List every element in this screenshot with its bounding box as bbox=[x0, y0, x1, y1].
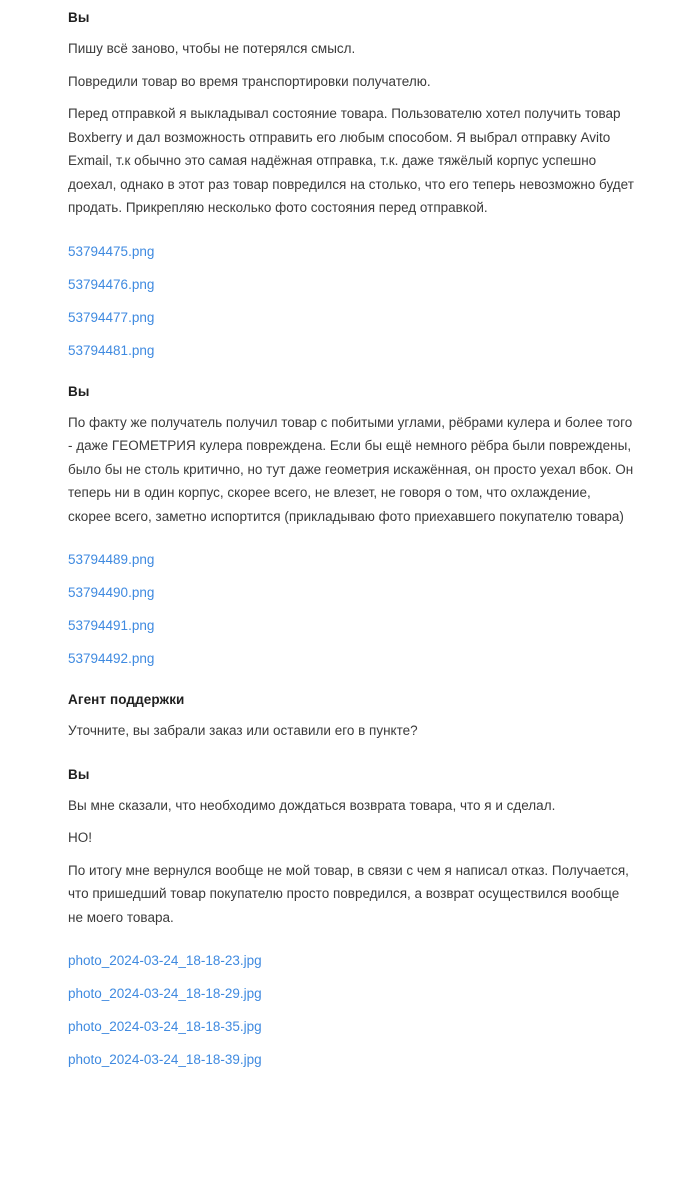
attachment-link[interactable]: 53794491.png bbox=[68, 618, 155, 633]
attachment-list bbox=[68, 951, 640, 1069]
message-paragraph: Повредили товар во время транспортировки получателю. bbox=[68, 73, 431, 89]
attachment-link[interactable]: 53794490.png bbox=[68, 585, 155, 600]
chat-message bbox=[68, 690, 640, 743]
attachment-link[interactable]: photo_2024-03-24_18-18-23.jpg bbox=[68, 953, 262, 968]
message-author: Агент поддержки bbox=[68, 692, 185, 707]
attachment-list bbox=[68, 242, 640, 360]
message-paragraph: Уточните, вы забрали заказ или оставили его в пункте? bbox=[68, 723, 418, 738]
attachment-link[interactable]: photo_2024-03-24_18-18-35.jpg bbox=[68, 1019, 262, 1034]
attachment-link[interactable]: 53794489.png bbox=[68, 552, 155, 567]
attachment-link[interactable]: photo_2024-03-24_18-18-29.jpg bbox=[68, 986, 262, 1001]
attachment-link[interactable]: 53794492.png bbox=[68, 651, 155, 666]
attachment-list bbox=[68, 550, 640, 668]
message-thread bbox=[68, 8, 640, 1069]
message-paragraph: По факту же получатель получил товар с побитыми углами, рёбрами кулера и более того - даже ГЕОМЕТРИЯ кулера повреждена. Если бы ещё немного рёбра были повреждены, было бы не столь критично, но тут даже геометрия искажённая, он просто уехал вбок. Он теперь ни в один корпус, скорее всего, не влезет, не говоря о том, что охлаждение, скорее всего, заметно испортится (прикладываю фото приехавшего покупателю товара) bbox=[68, 414, 634, 524]
message-paragraph: Перед отправкой я выкладывал состояние товара. Пользователю хотел получить товар Boxberry и дал возможность отправить его любым способом. Я выбрал отправку Avito Exmail, т.к обычно это самая надёжная отправка, т.к. даже тяжёлый корпус успешно доехал, однако в этот раз товар повредился на столько, что его теперь невозможно будет продать. Прикрепляю несколько фото состояния перед отправкой. bbox=[68, 106, 634, 215]
message-author: Вы bbox=[68, 383, 90, 399]
message-paragraph: По итогу мне вернулся вообще не мой товар, в связи с чем я написал отказ. Получается, что пришедший товар покупателю просто повредился, а возврат осуществился вообще не моего товара. bbox=[68, 862, 629, 925]
chat-message bbox=[68, 382, 640, 669]
message-author: Вы bbox=[68, 10, 90, 25]
message-paragraph: НО! bbox=[68, 830, 93, 845]
message-paragraph: Вы мне сказали, что необходимо дождаться возврата товара, что я и сделал. bbox=[68, 797, 556, 813]
message-author: Вы bbox=[68, 766, 90, 782]
attachment-link[interactable]: photo_2024-03-24_18-18-39.jpg bbox=[68, 1052, 262, 1067]
attachment-link[interactable]: 53794476.png bbox=[68, 276, 155, 292]
chat-message bbox=[68, 8, 640, 360]
attachment-link[interactable]: 53794481.png bbox=[68, 342, 155, 358]
message-paragraph: Пишу всё заново, чтобы не потерялся смысл. bbox=[68, 41, 356, 56]
attachment-link[interactable]: 53794477.png bbox=[68, 309, 155, 325]
attachment-link[interactable]: 53794475.png bbox=[68, 243, 155, 259]
chat-message bbox=[68, 765, 640, 1070]
